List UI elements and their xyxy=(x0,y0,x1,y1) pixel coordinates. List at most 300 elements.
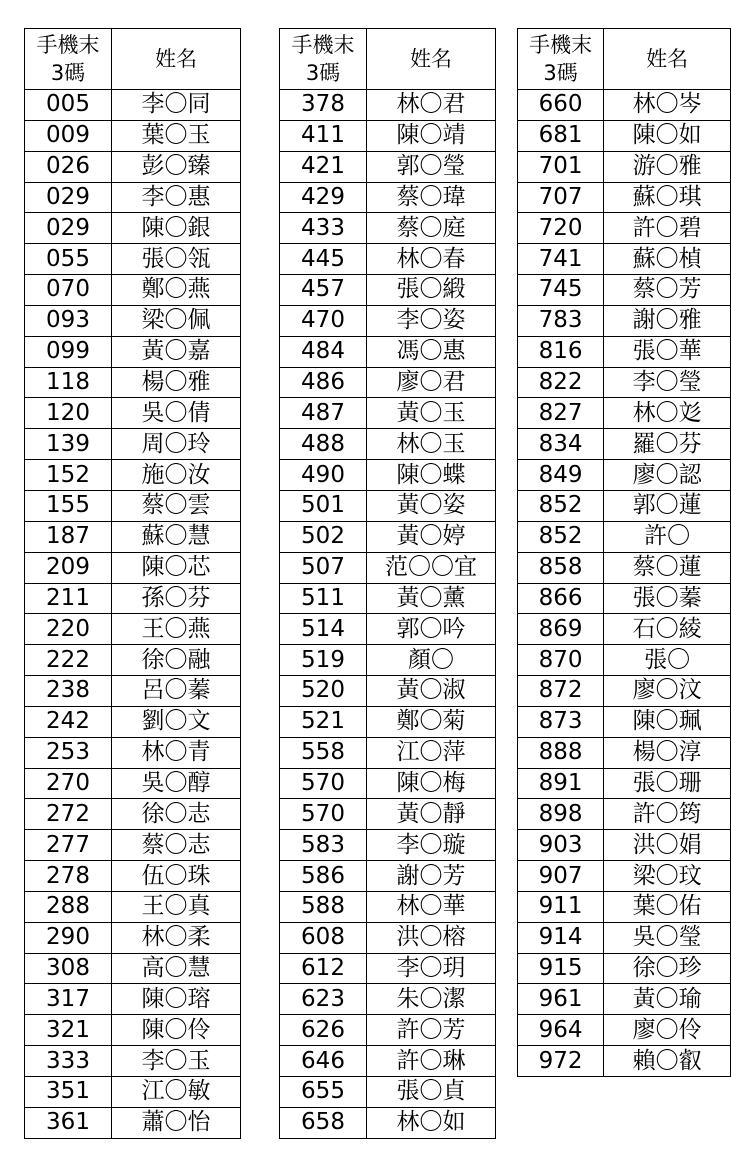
name-cell: 王〇真 xyxy=(112,891,241,922)
table-row xyxy=(518,614,731,645)
phone-last3-cell: 852 xyxy=(518,521,604,552)
table-row xyxy=(518,1046,731,1077)
phone-last3-cell: 520 xyxy=(280,676,367,707)
table-row xyxy=(518,953,731,984)
name-cell: 孫〇芬 xyxy=(112,583,241,614)
phone-last3-cell: 029 xyxy=(25,182,112,213)
name-cell: 許〇筠 xyxy=(604,799,731,830)
phone-last3-cell: 872 xyxy=(518,676,604,707)
table-row xyxy=(25,552,241,583)
phone-last3-cell: 511 xyxy=(280,583,367,614)
phone-last3-cell: 911 xyxy=(518,891,604,922)
name-cell: 蕭〇怡 xyxy=(112,1107,241,1138)
phone-last3-cell: 852 xyxy=(518,490,604,521)
table-row xyxy=(280,1107,496,1138)
phone-last3-cell: 701 xyxy=(518,151,604,182)
name-cell: 陳〇芯 xyxy=(112,552,241,583)
table-row xyxy=(518,305,731,336)
table-row xyxy=(25,1015,241,1046)
table-row xyxy=(518,244,731,275)
phone-last3-cell: 655 xyxy=(280,1077,367,1108)
name-cell: 劉〇文 xyxy=(112,706,241,737)
table-row xyxy=(25,244,241,275)
phone-last3-cell: 055 xyxy=(25,244,112,275)
phone-last3-cell: 009 xyxy=(25,120,112,151)
phone-last3-cell: 570 xyxy=(280,768,367,799)
table-row xyxy=(25,645,241,676)
phone-last3-cell: 120 xyxy=(25,398,112,429)
phone-last3-cell: 411 xyxy=(280,120,367,151)
phone-last3-cell: 869 xyxy=(518,614,604,645)
name-cell: 洪〇娟 xyxy=(604,830,731,861)
table-row xyxy=(25,90,241,121)
table-row xyxy=(518,676,731,707)
name-cell: 張〇華 xyxy=(604,336,731,367)
phone-last3-cell: 822 xyxy=(518,367,604,398)
table-row xyxy=(25,305,241,336)
name-cell: 許〇 xyxy=(604,521,731,552)
table-row xyxy=(25,120,241,151)
name-cell: 許〇琳 xyxy=(367,1046,496,1077)
name-cell: 梁〇玟 xyxy=(604,861,731,892)
table-row xyxy=(280,645,496,676)
table-row xyxy=(280,151,496,182)
name-cell: 梁〇佩 xyxy=(112,305,241,336)
phone-last3-cell: 242 xyxy=(25,706,112,737)
roster-table-2 xyxy=(279,28,496,1139)
table-row xyxy=(518,460,731,491)
phone-last3-cell: 626 xyxy=(280,1015,367,1046)
phone-last3-cell: 741 xyxy=(518,244,604,275)
phone-last3-cell: 155 xyxy=(25,490,112,521)
table-header-row xyxy=(25,29,241,90)
phone-last3-cell: 660 xyxy=(518,90,604,121)
table-row xyxy=(25,429,241,460)
table-row xyxy=(25,490,241,521)
roster-table-1 xyxy=(24,28,241,1139)
name-cell: 郭〇瑩 xyxy=(367,151,496,182)
phone-last3-cell: 646 xyxy=(280,1046,367,1077)
name-cell: 王〇燕 xyxy=(112,614,241,645)
name-cell: 陳〇如 xyxy=(604,120,731,151)
table-row xyxy=(280,891,496,922)
name-cell: 林〇玉 xyxy=(367,429,496,460)
phone-last3-cell: 333 xyxy=(25,1046,112,1077)
name-cell: 李〇同 xyxy=(112,90,241,121)
name-column-header: 姓名 xyxy=(604,29,731,90)
code-header-line1: 手機末 xyxy=(36,33,100,57)
phone-last3-cell: 521 xyxy=(280,706,367,737)
table-row xyxy=(25,1077,241,1108)
table-row xyxy=(280,305,496,336)
table-row xyxy=(518,645,731,676)
phone-last3-cell: 421 xyxy=(280,151,367,182)
table-row xyxy=(280,429,496,460)
phone-last3-cell: 488 xyxy=(280,429,367,460)
phone-last3-cell: 588 xyxy=(280,891,367,922)
phone-last3-cell: 026 xyxy=(25,151,112,182)
code-column-header xyxy=(518,29,604,90)
table-row xyxy=(280,1046,496,1077)
name-cell: 洪〇榕 xyxy=(367,922,496,953)
table-row xyxy=(25,213,241,244)
table-row xyxy=(280,120,496,151)
table-row xyxy=(280,182,496,213)
phone-last3-cell: 519 xyxy=(280,645,367,676)
name-cell: 馮〇惠 xyxy=(367,336,496,367)
table-row xyxy=(280,213,496,244)
name-cell: 陳〇瑢 xyxy=(112,984,241,1015)
name-cell: 周〇玲 xyxy=(112,429,241,460)
table-row xyxy=(518,737,731,768)
name-cell: 賴〇叡 xyxy=(604,1046,731,1077)
table-row xyxy=(280,737,496,768)
name-cell: 蔡〇雲 xyxy=(112,490,241,521)
name-cell: 高〇慧 xyxy=(112,953,241,984)
name-cell: 楊〇雅 xyxy=(112,367,241,398)
table-row xyxy=(25,336,241,367)
name-cell: 蘇〇慧 xyxy=(112,521,241,552)
table-body xyxy=(280,90,496,1139)
name-cell: 伍〇珠 xyxy=(112,861,241,892)
phone-last3-cell: 288 xyxy=(25,891,112,922)
phone-last3-cell: 501 xyxy=(280,490,367,521)
phone-last3-cell: 457 xyxy=(280,275,367,306)
name-column-header: 姓名 xyxy=(367,29,496,90)
name-cell: 張〇貞 xyxy=(367,1077,496,1108)
phone-last3-cell: 378 xyxy=(280,90,367,121)
phone-last3-cell: 898 xyxy=(518,799,604,830)
name-cell: 江〇萍 xyxy=(367,737,496,768)
phone-last3-cell: 891 xyxy=(518,768,604,799)
name-cell: 陳〇靖 xyxy=(367,120,496,151)
name-cell: 張〇 xyxy=(604,645,731,676)
name-cell: 黃〇薰 xyxy=(367,583,496,614)
phone-last3-cell: 858 xyxy=(518,552,604,583)
table-row xyxy=(280,398,496,429)
name-cell: 吳〇倩 xyxy=(112,398,241,429)
phone-last3-cell: 361 xyxy=(25,1107,112,1138)
name-cell: 游〇雅 xyxy=(604,151,731,182)
name-cell: 呂〇蓁 xyxy=(112,676,241,707)
table-body xyxy=(518,90,731,1077)
table-row xyxy=(25,521,241,552)
name-cell: 廖〇君 xyxy=(367,367,496,398)
name-cell: 陳〇銀 xyxy=(112,213,241,244)
table-row xyxy=(280,706,496,737)
name-cell: 廖〇認 xyxy=(604,460,731,491)
name-cell: 徐〇融 xyxy=(112,645,241,676)
name-cell: 陳〇蝶 xyxy=(367,460,496,491)
name-cell: 葉〇佑 xyxy=(604,891,731,922)
table-row xyxy=(518,768,731,799)
table-row xyxy=(518,984,731,1015)
name-cell: 彭〇臻 xyxy=(112,151,241,182)
name-cell: 黃〇婷 xyxy=(367,521,496,552)
name-cell: 李〇璇 xyxy=(367,830,496,861)
name-cell: 林〇青 xyxy=(112,737,241,768)
phone-last3-cell: 514 xyxy=(280,614,367,645)
phone-last3-cell: 490 xyxy=(280,460,367,491)
table-row xyxy=(518,120,731,151)
phone-last3-cell: 903 xyxy=(518,830,604,861)
phone-last3-cell: 487 xyxy=(280,398,367,429)
table-row xyxy=(280,1015,496,1046)
table-row xyxy=(518,552,731,583)
code-header-line2: 3碼 xyxy=(543,61,578,85)
phone-last3-cell: 816 xyxy=(518,336,604,367)
table-row xyxy=(25,984,241,1015)
table-row xyxy=(518,521,731,552)
name-cell: 葉〇玉 xyxy=(112,120,241,151)
table-row xyxy=(518,1015,731,1046)
phone-last3-cell: 433 xyxy=(280,213,367,244)
phone-last3-cell: 834 xyxy=(518,429,604,460)
table-row xyxy=(25,953,241,984)
phone-last3-cell: 961 xyxy=(518,984,604,1015)
phone-last3-cell: 070 xyxy=(25,275,112,306)
phone-last3-cell: 238 xyxy=(25,676,112,707)
name-cell: 黃〇玉 xyxy=(367,398,496,429)
phone-last3-cell: 502 xyxy=(280,521,367,552)
phone-last3-cell: 211 xyxy=(25,583,112,614)
name-cell: 張〇瓴 xyxy=(112,244,241,275)
phone-last3-cell: 351 xyxy=(25,1077,112,1108)
phone-last3-cell: 277 xyxy=(25,830,112,861)
table-row xyxy=(25,737,241,768)
table-row xyxy=(25,367,241,398)
table-row xyxy=(280,922,496,953)
table-row xyxy=(518,583,731,614)
table-row xyxy=(518,429,731,460)
name-cell: 林〇岑 xyxy=(604,90,731,121)
name-cell: 廖〇汶 xyxy=(604,676,731,707)
table-row xyxy=(280,552,496,583)
table-row xyxy=(280,490,496,521)
name-cell: 許〇碧 xyxy=(604,213,731,244)
table-row xyxy=(280,583,496,614)
phone-last3-cell: 139 xyxy=(25,429,112,460)
table-row xyxy=(280,830,496,861)
phone-last3-cell: 029 xyxy=(25,213,112,244)
phone-last3-cell: 608 xyxy=(280,922,367,953)
code-header-line1: 手機末 xyxy=(529,33,593,57)
phone-last3-cell: 099 xyxy=(25,336,112,367)
table-row xyxy=(25,275,241,306)
table-row xyxy=(518,275,731,306)
code-column-header xyxy=(25,29,112,90)
table-row xyxy=(280,275,496,306)
table-row xyxy=(280,984,496,1015)
table-row xyxy=(518,706,731,737)
table-body xyxy=(25,90,241,1139)
name-cell: 張〇珊 xyxy=(604,768,731,799)
name-cell: 陳〇伶 xyxy=(112,1015,241,1046)
table-row xyxy=(25,398,241,429)
table-row xyxy=(25,460,241,491)
phone-last3-cell: 681 xyxy=(518,120,604,151)
table-row xyxy=(280,521,496,552)
phone-last3-cell: 558 xyxy=(280,737,367,768)
table-row xyxy=(25,706,241,737)
name-cell: 石〇綾 xyxy=(604,614,731,645)
table-row xyxy=(280,367,496,398)
name-cell: 鄭〇燕 xyxy=(112,275,241,306)
phone-last3-cell: 270 xyxy=(25,768,112,799)
name-cell: 郭〇蓮 xyxy=(604,490,731,521)
table-row xyxy=(518,891,731,922)
table-row xyxy=(280,336,496,367)
table-row xyxy=(518,861,731,892)
table-row xyxy=(280,861,496,892)
phone-last3-cell: 658 xyxy=(280,1107,367,1138)
phone-last3-cell: 827 xyxy=(518,398,604,429)
code-header-line1: 手機末 xyxy=(291,33,355,57)
name-cell: 郭〇吟 xyxy=(367,614,496,645)
table-row xyxy=(518,151,731,182)
phone-last3-cell: 152 xyxy=(25,460,112,491)
table-row xyxy=(518,830,731,861)
table-row xyxy=(280,676,496,707)
phone-last3-cell: 272 xyxy=(25,799,112,830)
name-cell: 林〇華 xyxy=(367,891,496,922)
name-cell: 黃〇靜 xyxy=(367,799,496,830)
phone-last3-cell: 888 xyxy=(518,737,604,768)
name-cell: 蘇〇琪 xyxy=(604,182,731,213)
table-row xyxy=(25,583,241,614)
name-cell: 李〇玥 xyxy=(367,953,496,984)
code-header-line2: 3碼 xyxy=(305,61,341,85)
name-cell: 陳〇珮 xyxy=(604,706,731,737)
phone-last3-cell: 290 xyxy=(25,922,112,953)
table-row xyxy=(518,799,731,830)
phone-last3-cell: 005 xyxy=(25,90,112,121)
name-cell: 江〇敏 xyxy=(112,1077,241,1108)
table-row xyxy=(280,460,496,491)
name-cell: 黃〇嘉 xyxy=(112,336,241,367)
phone-last3-cell: 278 xyxy=(25,861,112,892)
table-row xyxy=(25,768,241,799)
name-cell: 林〇君 xyxy=(367,90,496,121)
phone-last3-cell: 187 xyxy=(25,521,112,552)
name-cell: 蔡〇蓮 xyxy=(604,552,731,583)
name-cell: 蔡〇庭 xyxy=(367,213,496,244)
table-row xyxy=(25,861,241,892)
phone-last3-cell: 222 xyxy=(25,645,112,676)
name-cell: 蘇〇楨 xyxy=(604,244,731,275)
name-cell: 鄭〇菊 xyxy=(367,706,496,737)
table-row xyxy=(25,830,241,861)
table-row xyxy=(518,367,731,398)
name-cell: 徐〇珍 xyxy=(604,953,731,984)
phone-last3-cell: 507 xyxy=(280,552,367,583)
name-cell: 林〇柔 xyxy=(112,922,241,953)
name-cell: 朱〇潔 xyxy=(367,984,496,1015)
name-cell: 施〇汝 xyxy=(112,460,241,491)
table-row xyxy=(518,90,731,121)
name-cell: 張〇緞 xyxy=(367,275,496,306)
name-cell: 蔡〇瑋 xyxy=(367,182,496,213)
table-row xyxy=(280,614,496,645)
table-row xyxy=(518,182,731,213)
name-cell: 林〇春 xyxy=(367,244,496,275)
phone-last3-cell: 707 xyxy=(518,182,604,213)
name-cell: 吳〇瑩 xyxy=(604,922,731,953)
phone-last3-cell: 720 xyxy=(518,213,604,244)
phone-last3-cell: 486 xyxy=(280,367,367,398)
name-cell: 顏〇 xyxy=(367,645,496,676)
phone-last3-cell: 745 xyxy=(518,275,604,306)
phone-last3-cell: 783 xyxy=(518,305,604,336)
name-cell: 蔡〇芳 xyxy=(604,275,731,306)
table-row xyxy=(25,1107,241,1138)
name-cell: 陳〇梅 xyxy=(367,768,496,799)
table-header-row xyxy=(280,29,496,90)
table-row xyxy=(280,244,496,275)
code-header-line2: 3碼 xyxy=(50,61,86,85)
phone-last3-cell: 972 xyxy=(518,1046,604,1077)
name-cell: 許〇芳 xyxy=(367,1015,496,1046)
roster-table-3 xyxy=(517,28,731,1077)
name-cell: 張〇蓁 xyxy=(604,583,731,614)
name-cell: 廖〇伶 xyxy=(604,1015,731,1046)
name-cell: 林〇彣 xyxy=(604,398,731,429)
phone-last3-cell: 317 xyxy=(25,984,112,1015)
name-cell: 李〇姿 xyxy=(367,305,496,336)
table-row xyxy=(280,953,496,984)
phone-last3-cell: 220 xyxy=(25,614,112,645)
name-cell: 楊〇淳 xyxy=(604,737,731,768)
table-row xyxy=(280,768,496,799)
phone-last3-cell: 093 xyxy=(25,305,112,336)
table-row xyxy=(25,891,241,922)
phone-last3-cell: 612 xyxy=(280,953,367,984)
name-cell: 李〇惠 xyxy=(112,182,241,213)
name-cell: 吳〇醇 xyxy=(112,768,241,799)
name-cell: 謝〇雅 xyxy=(604,305,731,336)
table-row xyxy=(25,614,241,645)
name-cell: 李〇瑩 xyxy=(604,367,731,398)
table-row xyxy=(25,151,241,182)
phone-last3-cell: 907 xyxy=(518,861,604,892)
table-row xyxy=(25,676,241,707)
phone-last3-cell: 321 xyxy=(25,1015,112,1046)
phone-last3-cell: 873 xyxy=(518,706,604,737)
phone-last3-cell: 308 xyxy=(25,953,112,984)
phone-last3-cell: 583 xyxy=(280,830,367,861)
code-column-header xyxy=(280,29,367,90)
table-row xyxy=(280,799,496,830)
phone-last3-cell: 570 xyxy=(280,799,367,830)
phone-last3-cell: 915 xyxy=(518,953,604,984)
table-row xyxy=(25,922,241,953)
phone-last3-cell: 586 xyxy=(280,861,367,892)
name-cell: 蔡〇志 xyxy=(112,830,241,861)
name-cell: 黃〇淑 xyxy=(367,676,496,707)
phone-last3-cell: 849 xyxy=(518,460,604,491)
phone-last3-cell: 870 xyxy=(518,645,604,676)
table-row xyxy=(518,922,731,953)
name-cell: 徐〇志 xyxy=(112,799,241,830)
name-cell: 李〇玉 xyxy=(112,1046,241,1077)
table-row xyxy=(518,490,731,521)
phone-last3-cell: 623 xyxy=(280,984,367,1015)
name-cell: 羅〇芬 xyxy=(604,429,731,460)
name-cell: 黃〇姿 xyxy=(367,490,496,521)
name-cell: 謝〇芳 xyxy=(367,861,496,892)
table-row xyxy=(280,1077,496,1108)
name-column-header: 姓名 xyxy=(112,29,241,90)
